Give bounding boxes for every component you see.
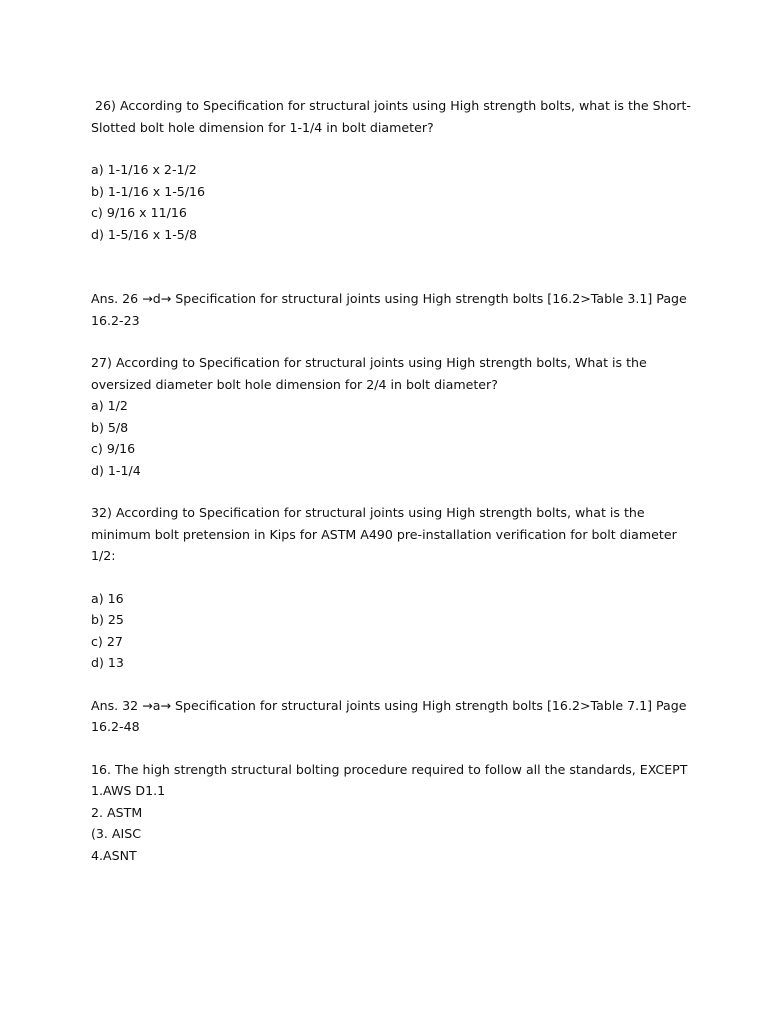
question-32-line-1: 32) According to Specification for structural joints using High strength bolts, what is the [91,505,645,520]
question-27 [91,352,768,481]
question-27-line-1: 27) According to Specification for structural joints using High strength bolts, What is the [91,355,647,370]
answer-26-line-2: 16.2-23 [91,312,140,328]
question-27-option-d: d) 1-1/4 [91,462,141,478]
question-16-line-1: 16. The high strength structural bolting procedure required to follow all the standards, EXCEPT [91,761,688,777]
question-27-option-c: c) 9/16 [91,441,136,456]
question-16-option-3: (3. AISC [91,826,142,841]
question-32-line-3: 1/2: [91,548,116,563]
question-32-option-d: d) 13 [91,655,124,670]
question-26-option-c: c) 9/16 x 11/16 [91,205,187,220]
question-26-line-1: 26) According to Specification for structural joints using High strength bolts, what is the Short- [91,98,691,113]
question-32-line-2: minimum bolt pretension in Kips for ASTM A490 pre-installation verification for bolt diameter [91,526,677,542]
question-26-line-2: Slotted bolt hole dimension for 1-1/4 in bolt diameter? [91,119,434,135]
question-16-option-2: 2. ASTM [91,804,143,820]
answer-26-line-1: Ans. 26 →d→ Specification for structural joints using High strength bolts [16.2>Table 3.1] Page [91,291,687,306]
question-16-option-1: 1.AWS D1.1 [91,783,166,798]
question-27-line-2: oversized diameter bolt hole dimension for 2/4 in bolt diameter? [91,376,498,392]
question-27-option-b: b) 5/8 [91,419,129,435]
question-26-option-a: a) 1-1/16 x 2-1/2 [91,162,197,177]
question-32-option-b: b) 25 [91,612,124,627]
question-32 [91,502,768,674]
question-26-option-b: b) 1-1/16 x 1-5/16 [91,183,206,199]
question-26-option-d: d) 1-5/16 x 1-5/8 [91,226,198,242]
answer-32-line-1: Ans. 32 →a→ Specification for structural joints using High strength bolts [16.2>Table 7.1] Page [91,697,687,713]
question-16-option-4: 4.ASNT [91,847,137,863]
answer-26 [91,288,768,331]
question-26 [91,95,768,245]
question-32-option-c: c) 27 [91,633,123,649]
question-32-option-a: a) 16 [91,590,124,606]
answer-32 [91,695,768,738]
question-27-option-a: a) 1/2 [91,398,128,413]
answer-32-line-2: 16.2-48 [91,719,140,734]
question-16 [91,759,768,867]
